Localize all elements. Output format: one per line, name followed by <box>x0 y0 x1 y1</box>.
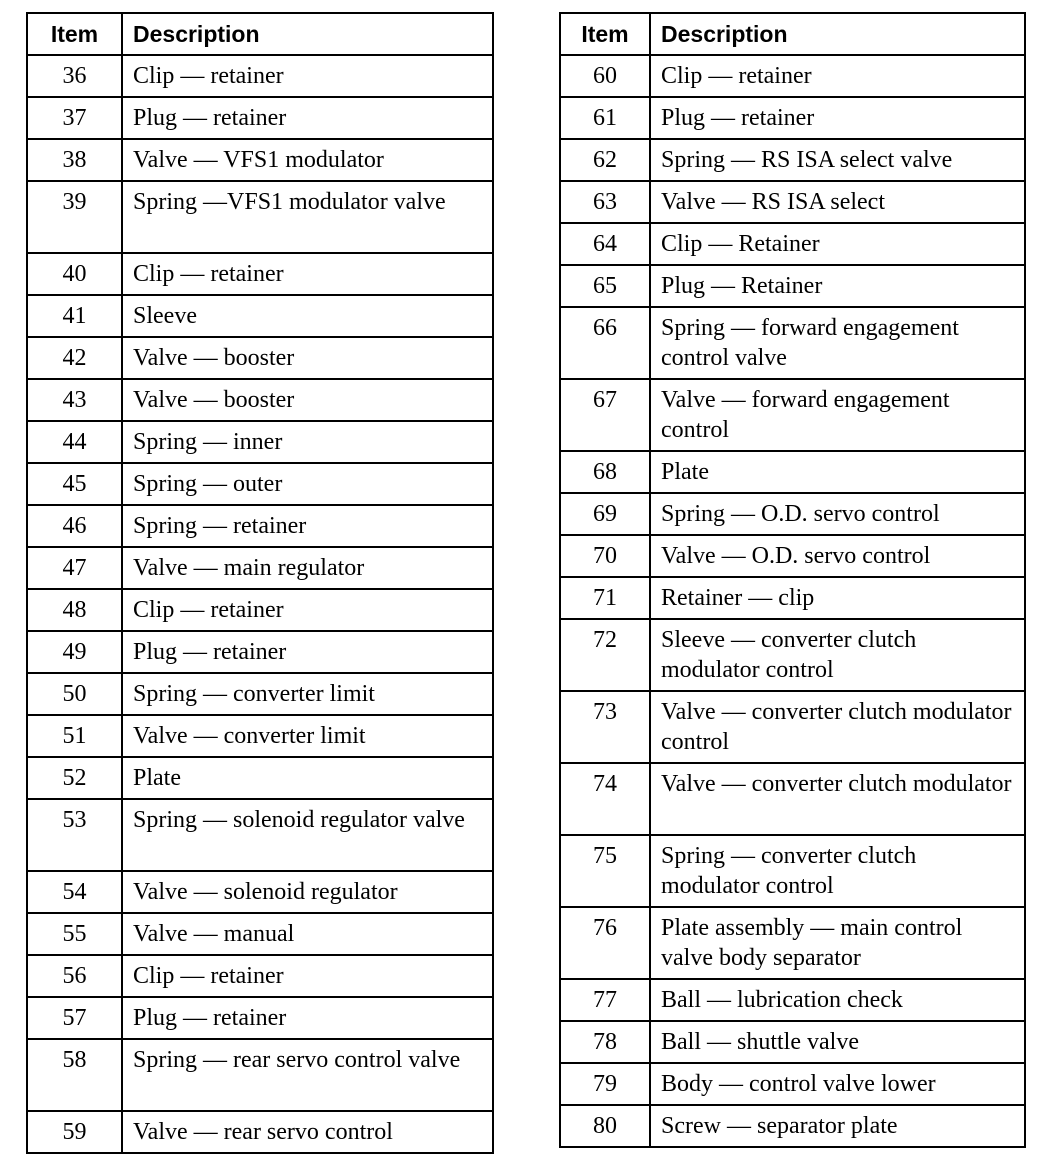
item-number-cell: 48 <box>27 589 122 631</box>
item-number-cell: 75 <box>560 835 650 907</box>
description-cell: Valve — manual <box>122 913 493 955</box>
table-row <box>560 379 1025 451</box>
table-row <box>27 505 493 547</box>
description-cell: Clip — retainer <box>122 955 493 997</box>
item-number-cell: 69 <box>560 493 650 535</box>
description-cell: Clip — retainer <box>122 253 493 295</box>
table-row <box>560 1063 1025 1105</box>
item-number-cell: 52 <box>27 757 122 799</box>
description-cell: Valve — main regulator <box>122 547 493 589</box>
item-number-cell: 60 <box>560 55 650 97</box>
item-number-cell: 56 <box>27 955 122 997</box>
description-cell: Sleeve <box>122 295 493 337</box>
table-row <box>27 913 493 955</box>
description-cell: Ball — shuttle valve <box>650 1021 1025 1063</box>
description-cell: Valve — forward engagement control <box>650 379 1025 451</box>
description-cell: Valve — converter clutch modulator <box>650 763 1025 835</box>
description-cell: Plug — retainer <box>122 97 493 139</box>
item-number-cell: 79 <box>560 1063 650 1105</box>
table-row <box>560 265 1025 307</box>
description-cell: Plug — retainer <box>122 997 493 1039</box>
table-row <box>560 691 1025 763</box>
item-number-cell: 53 <box>27 799 122 871</box>
table-row <box>560 835 1025 907</box>
table-row <box>27 253 493 295</box>
item-number-cell: 45 <box>27 463 122 505</box>
table-row <box>560 55 1025 97</box>
parts-table-right <box>559 12 1026 1148</box>
description-cell: Spring — solenoid regulator valve <box>122 799 493 871</box>
table-row <box>27 955 493 997</box>
description-cell: Sleeve — converter clutch modulator control <box>650 619 1025 691</box>
item-number-cell: 39 <box>27 181 122 253</box>
table-row <box>27 337 493 379</box>
table-row <box>560 979 1025 1021</box>
table-row <box>27 997 493 1039</box>
table-row <box>27 55 493 97</box>
description-cell: Valve — RS ISA select <box>650 181 1025 223</box>
table-row <box>27 631 493 673</box>
description-cell: Screw — separator plate <box>650 1105 1025 1147</box>
item-number-cell: 63 <box>560 181 650 223</box>
description-cell: Spring — rear servo control valve <box>122 1039 493 1111</box>
table-row <box>27 421 493 463</box>
table-row <box>27 799 493 871</box>
table-row <box>27 295 493 337</box>
description-cell: Spring — retainer <box>122 505 493 547</box>
description-cell: Valve — solenoid regulator <box>122 871 493 913</box>
description-cell: Plug — Retainer <box>650 265 1025 307</box>
table-row <box>560 493 1025 535</box>
item-number-cell: 42 <box>27 337 122 379</box>
item-number-cell: 36 <box>27 55 122 97</box>
table-row <box>560 535 1025 577</box>
description-cell: Spring — converter limit <box>122 673 493 715</box>
description-cell: Plate <box>650 451 1025 493</box>
table-row <box>27 97 493 139</box>
item-number-cell: 77 <box>560 979 650 1021</box>
item-number-cell: 43 <box>27 379 122 421</box>
item-number-cell: 76 <box>560 907 650 979</box>
table-row <box>560 907 1025 979</box>
description-cell: Valve — booster <box>122 337 493 379</box>
item-number-cell: 74 <box>560 763 650 835</box>
table-row <box>560 619 1025 691</box>
description-cell: Spring — RS ISA select valve <box>650 139 1025 181</box>
table-row <box>27 547 493 589</box>
table-row <box>27 757 493 799</box>
description-cell: Valve — converter limit <box>122 715 493 757</box>
description-cell: Valve — VFS1 modulator <box>122 139 493 181</box>
item-number-cell: 55 <box>27 913 122 955</box>
item-column-header: Item <box>560 13 650 55</box>
description-cell: Retainer — clip <box>650 577 1025 619</box>
item-number-cell: 57 <box>27 997 122 1039</box>
description-cell: Plate <box>122 757 493 799</box>
item-number-cell: 67 <box>560 379 650 451</box>
description-cell: Spring — converter clutch modulator control <box>650 835 1025 907</box>
description-cell: Body — control valve lower <box>650 1063 1025 1105</box>
item-number-cell: 73 <box>560 691 650 763</box>
description-cell: Spring —VFS1 modulator valve <box>122 181 493 253</box>
parts-table-left <box>26 12 494 1154</box>
description-cell: Clip — retainer <box>122 589 493 631</box>
table-row <box>27 871 493 913</box>
item-number-cell: 71 <box>560 577 650 619</box>
description-cell: Plug — retainer <box>650 97 1025 139</box>
item-number-cell: 80 <box>560 1105 650 1147</box>
item-number-cell: 44 <box>27 421 122 463</box>
description-cell: Clip — retainer <box>650 55 1025 97</box>
item-number-cell: 72 <box>560 619 650 691</box>
table-row <box>560 307 1025 379</box>
description-cell: Clip — Retainer <box>650 223 1025 265</box>
item-number-cell: 54 <box>27 871 122 913</box>
table-row <box>560 451 1025 493</box>
table-row <box>27 139 493 181</box>
item-number-cell: 68 <box>560 451 650 493</box>
table-row <box>27 589 493 631</box>
item-number-cell: 59 <box>27 1111 122 1153</box>
description-cell: Valve — converter clutch modulator control <box>650 691 1025 763</box>
item-number-cell: 47 <box>27 547 122 589</box>
description-cell: Spring — inner <box>122 421 493 463</box>
description-cell: Spring — outer <box>122 463 493 505</box>
item-number-cell: 62 <box>560 139 650 181</box>
description-cell: Spring — O.D. servo control <box>650 493 1025 535</box>
table-row <box>560 181 1025 223</box>
description-cell: Plate assembly — main control valve body separator <box>650 907 1025 979</box>
header-row <box>560 13 1025 55</box>
table-row <box>27 1111 493 1153</box>
table-row <box>560 577 1025 619</box>
table-row <box>560 1021 1025 1063</box>
item-number-cell: 37 <box>27 97 122 139</box>
description-cell: Clip — retainer <box>122 55 493 97</box>
description-cell: Ball — lubrication check <box>650 979 1025 1021</box>
item-number-cell: 51 <box>27 715 122 757</box>
description-column-header: Description <box>650 13 1025 55</box>
table-row <box>560 139 1025 181</box>
item-number-cell: 61 <box>560 97 650 139</box>
table-row <box>27 715 493 757</box>
item-number-cell: 41 <box>27 295 122 337</box>
table-row <box>560 763 1025 835</box>
item-number-cell: 40 <box>27 253 122 295</box>
header-row <box>27 13 493 55</box>
description-cell: Valve — O.D. servo control <box>650 535 1025 577</box>
description-cell: Valve — rear servo control <box>122 1111 493 1153</box>
item-number-cell: 78 <box>560 1021 650 1063</box>
item-number-cell: 49 <box>27 631 122 673</box>
item-number-cell: 46 <box>27 505 122 547</box>
table-row <box>27 181 493 253</box>
item-number-cell: 38 <box>27 139 122 181</box>
description-column-header: Description <box>122 13 493 55</box>
item-number-cell: 58 <box>27 1039 122 1111</box>
item-number-cell: 64 <box>560 223 650 265</box>
item-number-cell: 50 <box>27 673 122 715</box>
parts-table-body <box>560 55 1025 1147</box>
table-row <box>27 379 493 421</box>
description-cell: Valve — booster <box>122 379 493 421</box>
description-cell: Plug — retainer <box>122 631 493 673</box>
item-number-cell: 65 <box>560 265 650 307</box>
item-number-cell: 70 <box>560 535 650 577</box>
description-cell: Spring — forward engagement control valve <box>650 307 1025 379</box>
table-row <box>27 1039 493 1111</box>
item-number-cell: 66 <box>560 307 650 379</box>
table-row <box>560 1105 1025 1147</box>
table-row <box>560 97 1025 139</box>
table-row <box>560 223 1025 265</box>
parts-table-body <box>27 55 493 1153</box>
table-row <box>27 673 493 715</box>
item-column-header: Item <box>27 13 122 55</box>
table-row <box>27 463 493 505</box>
